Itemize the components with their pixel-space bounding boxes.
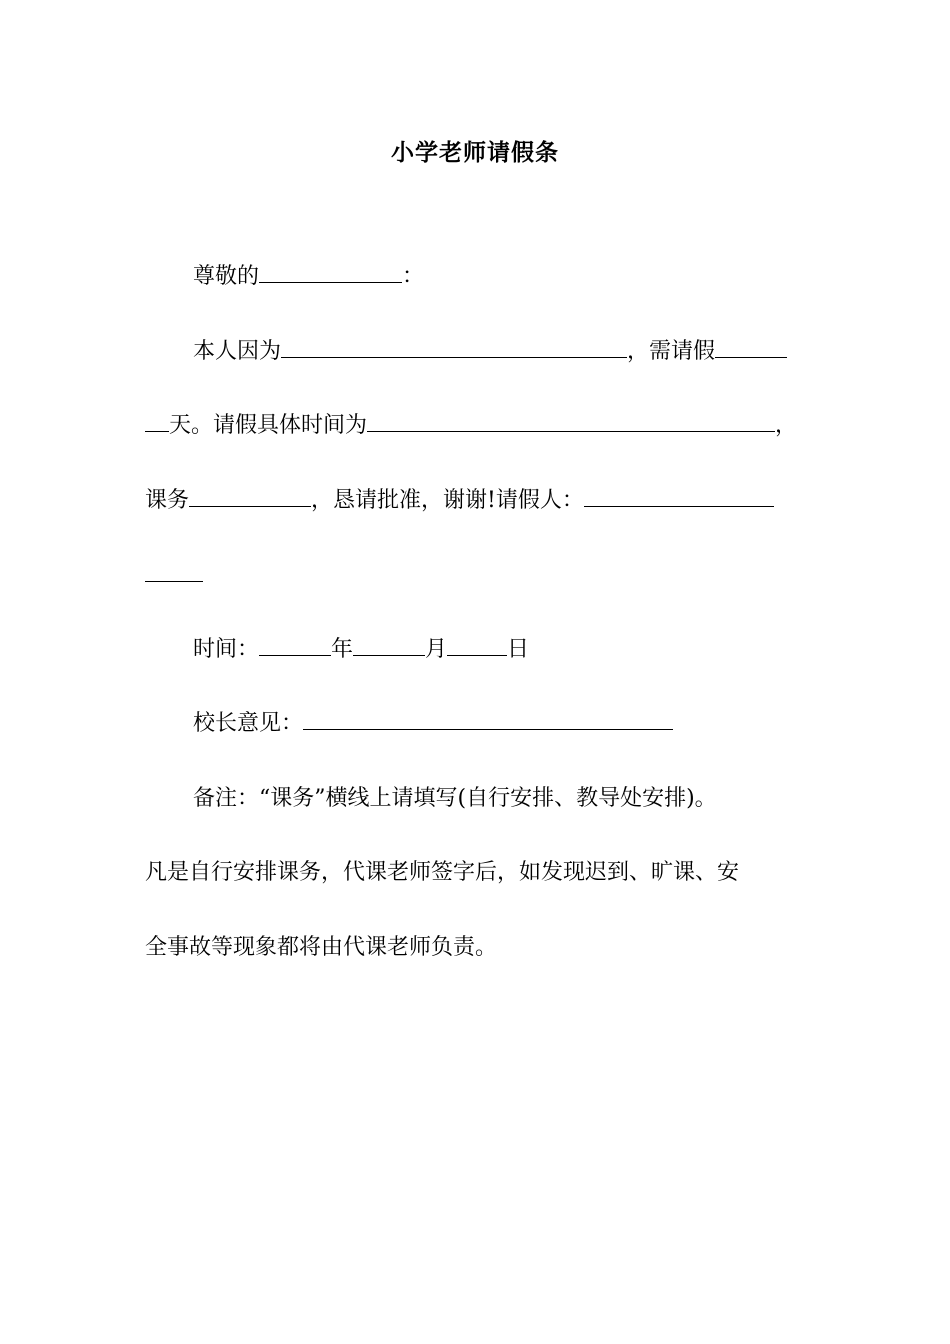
note-line-2: 凡是自行安排课务，代课老师签字后，如发现迟到、旷课、安 (145, 860, 740, 885)
year-blank[interactable] (259, 635, 331, 656)
note-line-3: 全事故等现象都将由代课老师负责。 (145, 935, 498, 960)
note-line-1: 备注：“课务”横线上请填写(自行安排、教导处安排)。 (193, 786, 717, 811)
course-middle: ，恳请批准，谢谢!请假人： (311, 488, 584, 513)
course-blank[interactable] (189, 486, 311, 507)
days-suffix: 天。请假具体时间为 (169, 413, 368, 438)
salutation-suffix: ： (402, 264, 425, 289)
principal-opinion-blank[interactable] (303, 709, 673, 730)
applicant-blank-part2[interactable] (145, 561, 203, 582)
page-title: 小学老师请假条 (391, 139, 559, 166)
salutation-line (193, 262, 424, 292)
reason-line (193, 337, 787, 367)
time-blank[interactable] (367, 411, 775, 432)
days-end: ， (775, 413, 798, 438)
date-line (193, 635, 529, 665)
reason-blank[interactable] (281, 337, 627, 358)
month-label: 月 (425, 637, 448, 662)
month-blank[interactable] (353, 635, 425, 656)
reason-prefix: 本人因为 (193, 339, 282, 364)
year-label: 年 (331, 637, 354, 662)
course-prefix: 课务 (145, 488, 190, 513)
applicant-blank-part1[interactable] (584, 486, 774, 507)
days-blank-part1[interactable] (715, 337, 787, 358)
date-label: 时间： (193, 637, 260, 662)
days-blank-part2[interactable] (145, 411, 169, 432)
day-label: 日 (507, 637, 530, 662)
recipient-blank[interactable] (259, 262, 402, 283)
course-line (145, 486, 774, 516)
reason-middle: ，需请假 (627, 339, 716, 364)
applicant-continuation-line (145, 561, 203, 591)
principal-label: 校长意见： (193, 711, 304, 736)
day-blank[interactable] (447, 635, 507, 656)
salutation-prefix: 尊敬的 (193, 264, 260, 289)
principal-opinion-line (193, 709, 673, 739)
days-line (145, 411, 797, 441)
